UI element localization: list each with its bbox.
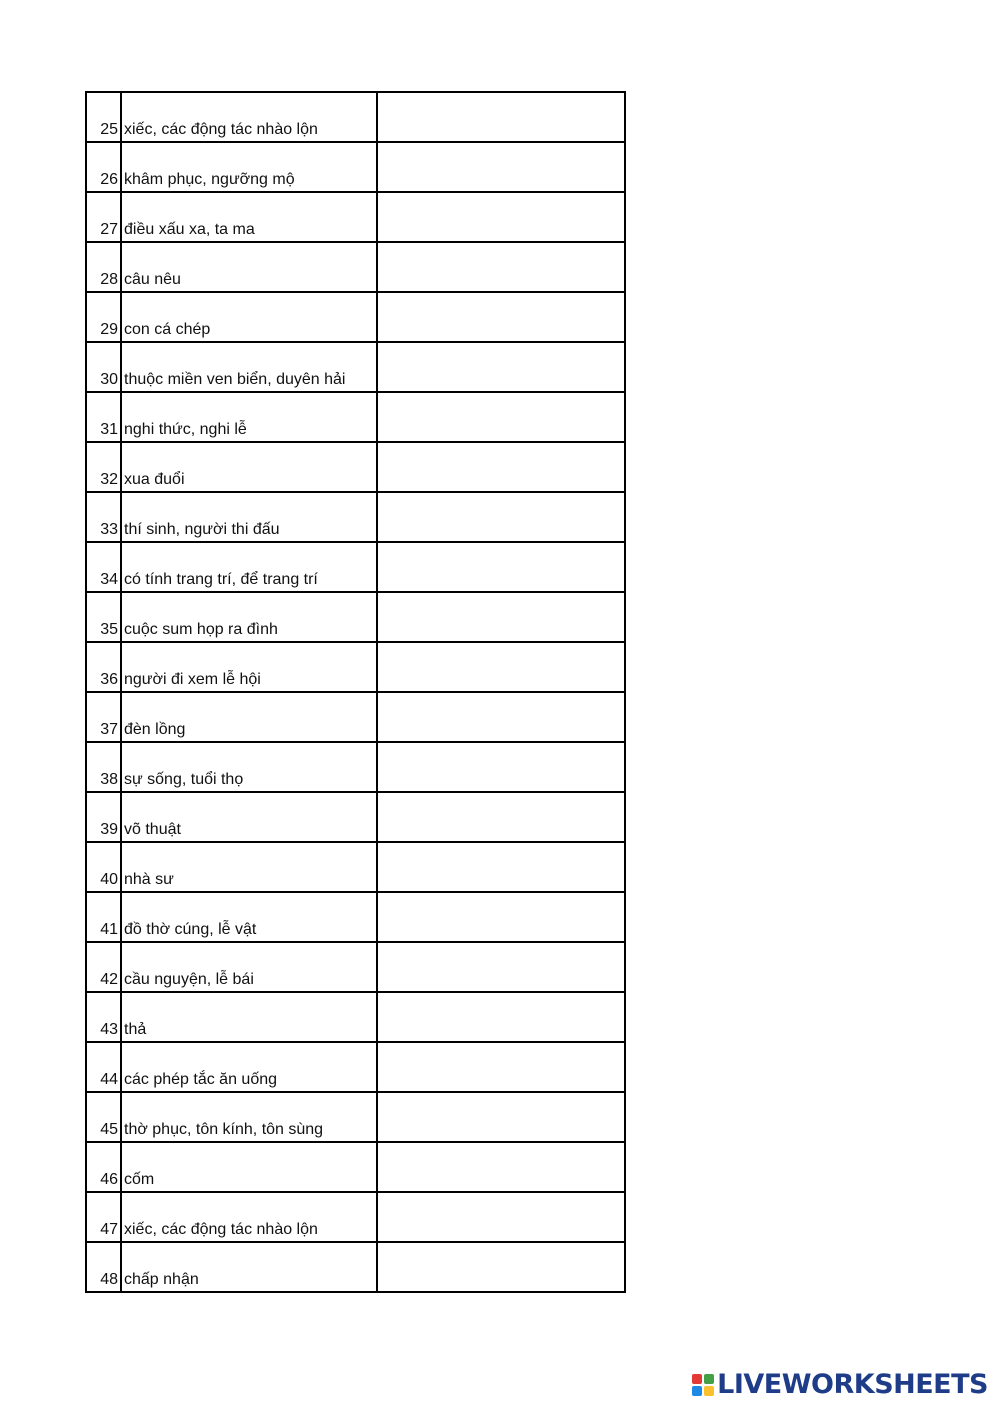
vocabulary-term: cầu nguyện, lễ bái [121, 942, 377, 992]
table-row [86, 1042, 625, 1092]
answer-field[interactable] [377, 342, 625, 392]
answer-field[interactable] [377, 642, 625, 692]
table-row [86, 642, 625, 692]
logo-text: LIVEWORKSHEETS [717, 1369, 988, 1400]
vocabulary-table [85, 91, 626, 1293]
vocabulary-term: chấp nhận [121, 1242, 377, 1292]
row-number: 27 [86, 192, 121, 242]
table-row [86, 142, 625, 192]
vocabulary-term: đồ thờ cúng, lễ vật [121, 892, 377, 942]
vocabulary-term: thờ phục, tôn kính, tôn sùng [121, 1092, 377, 1142]
answer-field[interactable] [377, 892, 625, 942]
row-number: 39 [86, 792, 121, 842]
table-row [86, 842, 625, 892]
row-number: 40 [86, 842, 121, 892]
row-number: 35 [86, 592, 121, 642]
logo-square [692, 1386, 702, 1396]
table-row [86, 1092, 625, 1142]
table-row [86, 1142, 625, 1192]
table-row [86, 692, 625, 742]
answer-field[interactable] [377, 142, 625, 192]
answer-field[interactable] [377, 542, 625, 592]
vocabulary-term: nhà sư [121, 842, 377, 892]
vocabulary-term: người đi xem lễ hội [121, 642, 377, 692]
vocabulary-term: con cá chép [121, 292, 377, 342]
vocabulary-term: đèn lồng [121, 692, 377, 742]
logo-square [704, 1386, 714, 1396]
vocabulary-term: thí sinh, người thi đấu [121, 492, 377, 542]
row-number: 42 [86, 942, 121, 992]
answer-field[interactable] [377, 1242, 625, 1292]
row-number: 29 [86, 292, 121, 342]
table-row [86, 1242, 625, 1292]
vocabulary-term: điều xấu xa, ta ma [121, 192, 377, 242]
vocabulary-term: cốm [121, 1142, 377, 1192]
answer-field[interactable] [377, 992, 625, 1042]
vocabulary-term: có tính trang trí, để trang trí [121, 542, 377, 592]
answer-field[interactable] [377, 742, 625, 792]
table-row [86, 1192, 625, 1242]
answer-field[interactable] [377, 242, 625, 292]
answer-field[interactable] [377, 92, 625, 142]
logo-squares-icon [692, 1374, 714, 1396]
table-row [86, 492, 625, 542]
table-row [86, 742, 625, 792]
row-number: 48 [86, 1242, 121, 1292]
row-number: 36 [86, 642, 121, 692]
vocabulary-term: thả [121, 992, 377, 1042]
answer-field[interactable] [377, 942, 625, 992]
logo-square [692, 1374, 702, 1384]
answer-field[interactable] [377, 792, 625, 842]
vocabulary-table-body [86, 92, 625, 1292]
table-row [86, 992, 625, 1042]
answer-field[interactable] [377, 492, 625, 542]
row-number: 34 [86, 542, 121, 592]
answer-field[interactable] [377, 1142, 625, 1192]
row-number: 41 [86, 892, 121, 942]
table-row [86, 92, 625, 142]
table-row [86, 342, 625, 392]
vocabulary-term: các phép tắc ăn uống [121, 1042, 377, 1092]
table-row [86, 592, 625, 642]
vocabulary-term: khâm phục, ngưỡng mộ [121, 142, 377, 192]
answer-field[interactable] [377, 442, 625, 492]
vocabulary-term: xiếc, các động tác nhào lộn [121, 1192, 377, 1242]
vocabulary-term: nghi thức, nghi lễ [121, 392, 377, 442]
answer-field[interactable] [377, 592, 625, 642]
vocabulary-term: xua đuổi [121, 442, 377, 492]
vocabulary-term: sự sống, tuổi thọ [121, 742, 377, 792]
row-number: 47 [86, 1192, 121, 1242]
row-number: 28 [86, 242, 121, 292]
logo-square [704, 1374, 714, 1384]
row-number: 26 [86, 142, 121, 192]
row-number: 30 [86, 342, 121, 392]
row-number: 43 [86, 992, 121, 1042]
vocabulary-term: xiếc, các động tác nhào lộn [121, 92, 377, 142]
table-row [86, 542, 625, 592]
row-number: 25 [86, 92, 121, 142]
row-number: 38 [86, 742, 121, 792]
answer-field[interactable] [377, 292, 625, 342]
vocabulary-term: võ thuật [121, 792, 377, 842]
row-number: 33 [86, 492, 121, 542]
answer-field[interactable] [377, 1042, 625, 1092]
answer-field[interactable] [377, 1092, 625, 1142]
row-number: 45 [86, 1092, 121, 1142]
table-row [86, 392, 625, 442]
answer-field[interactable] [377, 842, 625, 892]
row-number: 31 [86, 392, 121, 442]
vocabulary-term: thuộc miền ven biển, duyên hải [121, 342, 377, 392]
table-row [86, 442, 625, 492]
answer-field[interactable] [377, 392, 625, 442]
answer-field[interactable] [377, 1192, 625, 1242]
table-row [86, 292, 625, 342]
table-row [86, 942, 625, 992]
answer-field[interactable] [377, 192, 625, 242]
table-row [86, 242, 625, 292]
row-number: 46 [86, 1142, 121, 1192]
row-number: 44 [86, 1042, 121, 1092]
table-row [86, 792, 625, 842]
liveworksheets-logo [692, 1369, 988, 1400]
table-row [86, 192, 625, 242]
table-row [86, 892, 625, 942]
vocabulary-term: câu nêu [121, 242, 377, 292]
vocabulary-term: cuộc sum họp ra đình [121, 592, 377, 642]
answer-field[interactable] [377, 692, 625, 742]
row-number: 32 [86, 442, 121, 492]
row-number: 37 [86, 692, 121, 742]
